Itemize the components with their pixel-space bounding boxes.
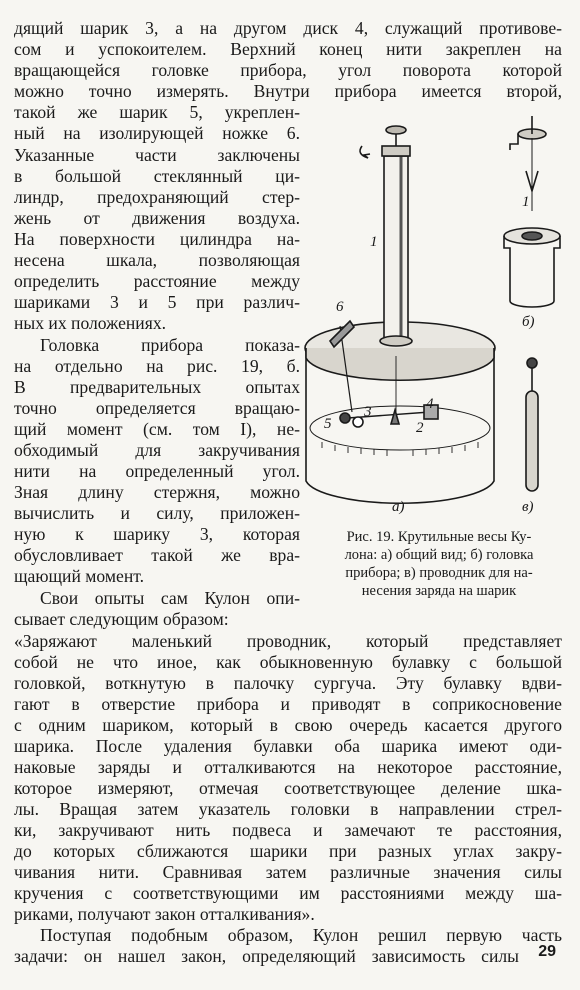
text-line: кручения с соответствующими им расстояниями между ша-	[14, 883, 562, 903]
text-line: щий момент (см. том I), не-	[14, 419, 300, 439]
label-2: 2	[416, 420, 424, 436]
text-line: Поступая подобным образом, Кулон решил первую часть	[40, 925, 562, 945]
text-line: Свои опыты сам Кулон опи-	[40, 588, 300, 608]
text-line: Зная длину стержня, можно	[14, 482, 300, 502]
figure-caption-line: Рис. 19. Крутильные весы Ку-	[346, 529, 532, 545]
figure-caption-line: несения заряда на шарик	[361, 583, 517, 599]
text-line: линдр, предохраняющий стер-	[14, 187, 300, 207]
text-line: которое измеряют, отмечая соответствующее деление шка-	[14, 778, 562, 798]
text-line: точно определяется вращаю-	[14, 398, 300, 418]
text-line: ный на изолирующей ножке 6.	[14, 123, 300, 143]
text-line: наковые заряды и отталкиваются на некоторое расстояние,	[14, 757, 562, 777]
figure-caption-line: лона: а) общий вид; б) головка	[344, 547, 534, 563]
text-line: в большой стеклянный ци-	[14, 166, 300, 186]
text-line: обусловливает такой же вра-	[14, 545, 300, 565]
text-line: вычислить и силу, приложен-	[14, 503, 300, 523]
text-line: определить расстояние между	[14, 271, 300, 291]
label-c: в)	[522, 499, 534, 515]
label-b: б)	[522, 314, 535, 330]
text-line: ных их положениях.	[14, 313, 167, 333]
label-6: 6	[336, 299, 344, 315]
text-line: «Заряжают маленький проводник, который представляет	[14, 631, 562, 651]
text-line: такой же шарик 5, укреплен-	[14, 102, 300, 122]
text-line: с одним шариком, который в свою очередь касается другого	[14, 715, 562, 735]
text-line: до которых сближаются шарики при разных углах закру-	[14, 841, 562, 861]
label-1: 1	[370, 234, 378, 250]
text-line: собой не что иное, как обыкновенную булавку с большой	[14, 652, 562, 672]
text-line: несена шкала, позволяющая	[14, 250, 300, 270]
text-line: вращающейся головке прибора, угол поворота которой	[14, 60, 562, 80]
text-line: ную к шарику 3, которая	[14, 524, 300, 544]
label-1b: 1	[522, 194, 530, 210]
text-line: обходимый для закручивания	[14, 440, 300, 460]
text-line: жень от движения воздуха.	[14, 208, 300, 228]
text-line: нити на определенный угол.	[14, 461, 300, 481]
text-line: гают в отверстие прибора и приводят в соприкосновение	[14, 694, 562, 714]
text-line: На поверхности цилиндра на-	[14, 229, 300, 249]
text-line: дящий шарик 3, а на другом диск 4, служащий противове-	[14, 18, 562, 38]
text-line: можно точно измерять. Внутри прибора имеется второй,	[14, 81, 562, 101]
text-line: Головка прибора показа-	[40, 335, 300, 355]
text-line: риками, получают закон отталкивания».	[14, 904, 315, 924]
text-line: на отдельно на рис. 19, б.	[14, 356, 300, 376]
text-line: чивания нити. Сравнивая затем различные значения силы	[14, 862, 562, 882]
text-line: шарика. После удаления булавки оба шарика имеют оди-	[14, 736, 562, 756]
label-a: а)	[392, 499, 405, 515]
label-5: 5	[324, 416, 332, 432]
text-line: головкой, воткнутую в палочку сургуча. Эту булавку вдви-	[14, 673, 562, 693]
text-line: Указанные части заключены	[14, 145, 300, 165]
page-number: 29	[538, 943, 556, 960]
text-line: сом и успокоителем. Верхний конец нити закреплен на	[14, 39, 562, 59]
label-4: 4	[426, 396, 434, 412]
text-line: лы. Вращая затем указатель головки в направлении стрел-	[14, 799, 562, 819]
text-line: задачи: он нашел закон, определяющий зависимость силы	[14, 946, 519, 966]
figure-caption-line: прибора; в) проводник для на-	[345, 565, 533, 581]
text-line: ки, закручивают нить подвеса и замечают те расстояния,	[14, 820, 562, 840]
text-line: сывает следующим образом:	[14, 609, 229, 629]
torsion-balance-figure	[300, 116, 570, 526]
text-line: В предварительных опытах	[14, 377, 300, 397]
text-line: шариками 3 и 5 при различ-	[14, 292, 300, 312]
text-line: щающий момент.	[14, 566, 144, 586]
label-3: 3	[364, 404, 372, 420]
